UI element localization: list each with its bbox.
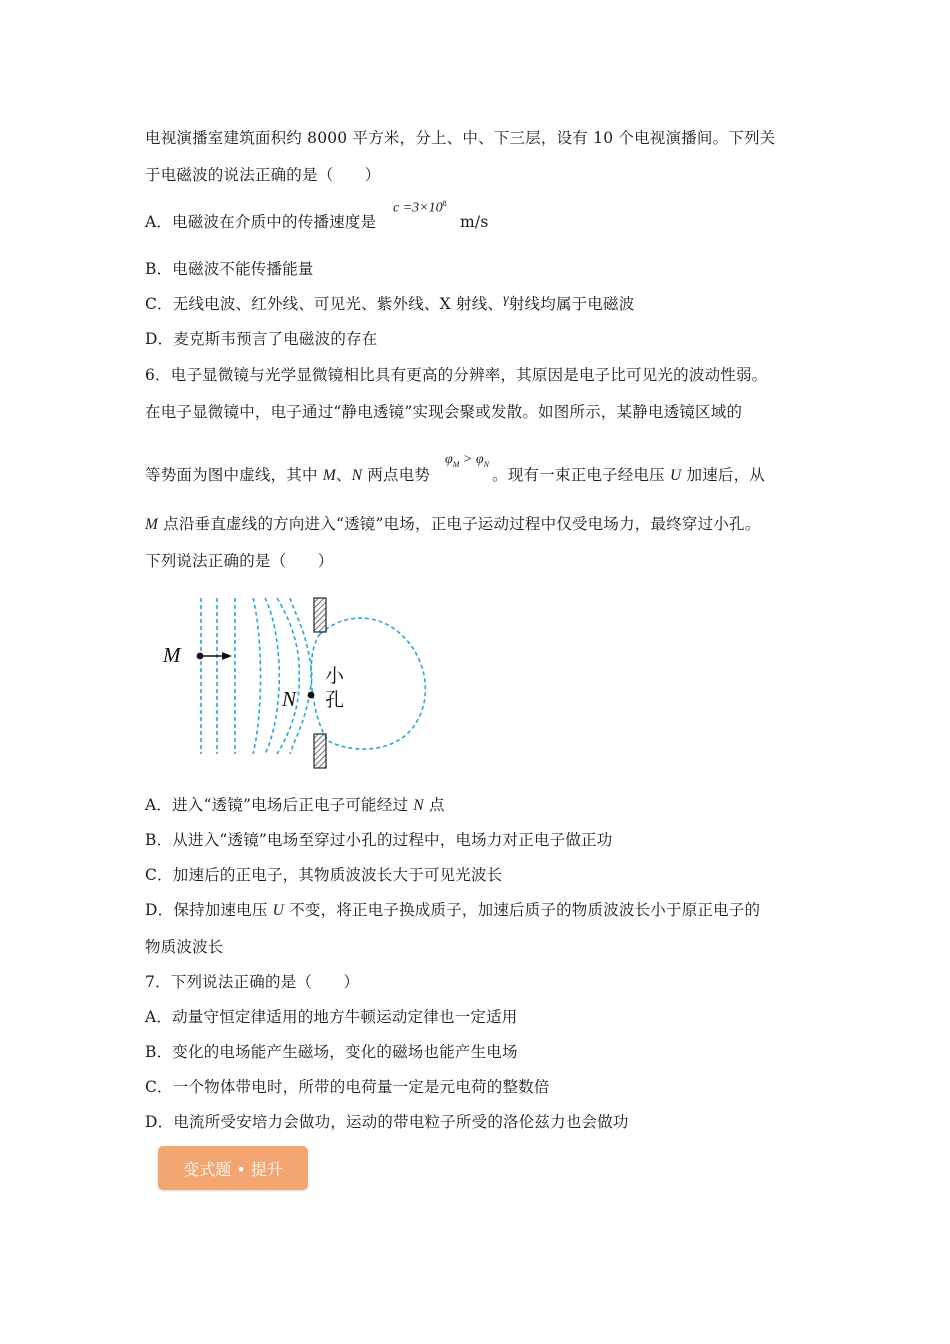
point-n-dot [308,692,315,699]
q5-option-b: B．电磁波不能传播能量 [145,260,314,278]
q6-line-2: 在电子显微镜中，电子通过“静电透镜”实现会聚或发散。如图所示，某静电透镜区域的 [145,403,743,421]
equipotential-line-4 [253,598,261,754]
intro-line-1: 电视演播室建筑面积约 8000 平方米，分上、中、下三层，设有 10 个电视演播间。下列关 [145,129,776,147]
q6-option-d-b: 不变，将正电子换成质子，加速后质子的物质波波长小于原正电子的 [284,901,761,919]
point-m-text-2: M [145,516,159,533]
q7-option-b: B．变化的电场能产生磁场，变化的磁场也能产生电场 [145,1043,518,1061]
q6-line-4 [145,514,760,535]
equipotential-line-6 [277,598,299,754]
q7-option-c: C．一个物体带电时，所带的电荷量一定是元电荷的整数倍 [145,1078,550,1096]
velocity-arrow [200,652,232,660]
voltage-u-text: U [669,467,682,484]
q6-line-3-a: 等势面为图中虚线，其中 [145,466,323,484]
label-m: M [163,643,181,667]
phi-gt-n: > φ [459,452,484,467]
q5-option-a-text: A．电磁波在介质中的传播速度是 [145,213,377,231]
q5-option-c [145,294,634,316]
phi-n-sub: N [483,459,489,469]
formula-c: c =3×10 [393,200,443,216]
q6-line-5: 下列说法正确的是（ ） [145,552,334,570]
phi-m: φ [445,452,453,467]
q6-line-1: 6．电子显微镜与光学显微镜相比具有更高的分辨率，其原因是电子比可见光的波动性弱。 [145,366,768,384]
q7-stem: 7．下列说法正确的是（ ） [145,973,360,991]
point-m-dot [197,653,204,660]
q6-line-3-b: 、 [335,466,352,484]
label-hole-1: 小 [325,665,345,687]
label-n: N [282,687,297,711]
lower-plate [314,734,326,768]
q7-option-a: A．动量守恒定律适用的地方牛顿运动定律也一定适用 [145,1008,518,1026]
q6-option-a-n: N [413,797,424,814]
q6-option-d-line-2: 物质波波长 [145,938,224,956]
q5-option-c-suffix: 射线均属于电磁波 [508,295,635,313]
q6-option-d-a: D．保持加速电压 [145,901,273,919]
equipotential-line-5 [265,598,279,754]
q6-option-c: C．加速后的正电子，其物质波波长大于可见光波长 [145,866,503,884]
speed-of-light-formula [393,199,447,217]
label-hole-2: 孔 [325,689,345,711]
q7-option-d: D．电流所受安培力会做功，运动的带电粒子所受的洛伦兹力也会做功 [145,1113,629,1131]
gamma-symbol: γ [503,292,509,307]
upper-plate [314,598,326,632]
q6-option-a-text: A．进入“透镜”电场后正电子可能经过 [145,796,414,814]
q6-option-a-suffix: 点 [423,796,445,814]
q5-option-a [145,212,376,232]
phi-m-sub: M [452,459,460,469]
speed-unit: m/s [460,213,489,231]
intro-line-2: 于电磁波的说法正确的是（ ） [145,166,381,184]
point-n-text: N [351,467,363,484]
point-m-text: M [322,467,336,484]
q6-option-d-u: U [272,902,285,919]
q5-option-c-prefix: C．无线电波、红外线、可见光、紫外线、X 射线、 [145,295,504,313]
q6-option-a [145,795,445,816]
q6-line-3-c: 两点电势 [362,466,431,484]
q6-option-d [145,900,760,921]
potential-inequality [445,452,489,469]
q6-line-3-d: 。现有一束正电子经电压 [492,466,670,484]
electrostatic-lens-figure [160,592,450,772]
q5-option-d: D．麦克斯韦预言了电磁波的存在 [145,330,378,348]
equipotential-lines [201,598,425,754]
formula-exponent: 8 [442,199,447,208]
variant-question-tag[interactable]: 变式题 • 提升 [158,1146,308,1190]
q6-line-4-rest: 点沿垂直虚线的方向进入“透镜”电场，正电子运动过程中仅受电场力，最终穿过小孔。 [158,515,761,533]
equipotential-line-7 [290,598,312,754]
q6-option-b: B．从进入“透镜”电场至穿过小孔的过程中，电场力对正电子做正功 [145,831,613,849]
q6-line-3-e: 加速后，从 [681,466,766,484]
